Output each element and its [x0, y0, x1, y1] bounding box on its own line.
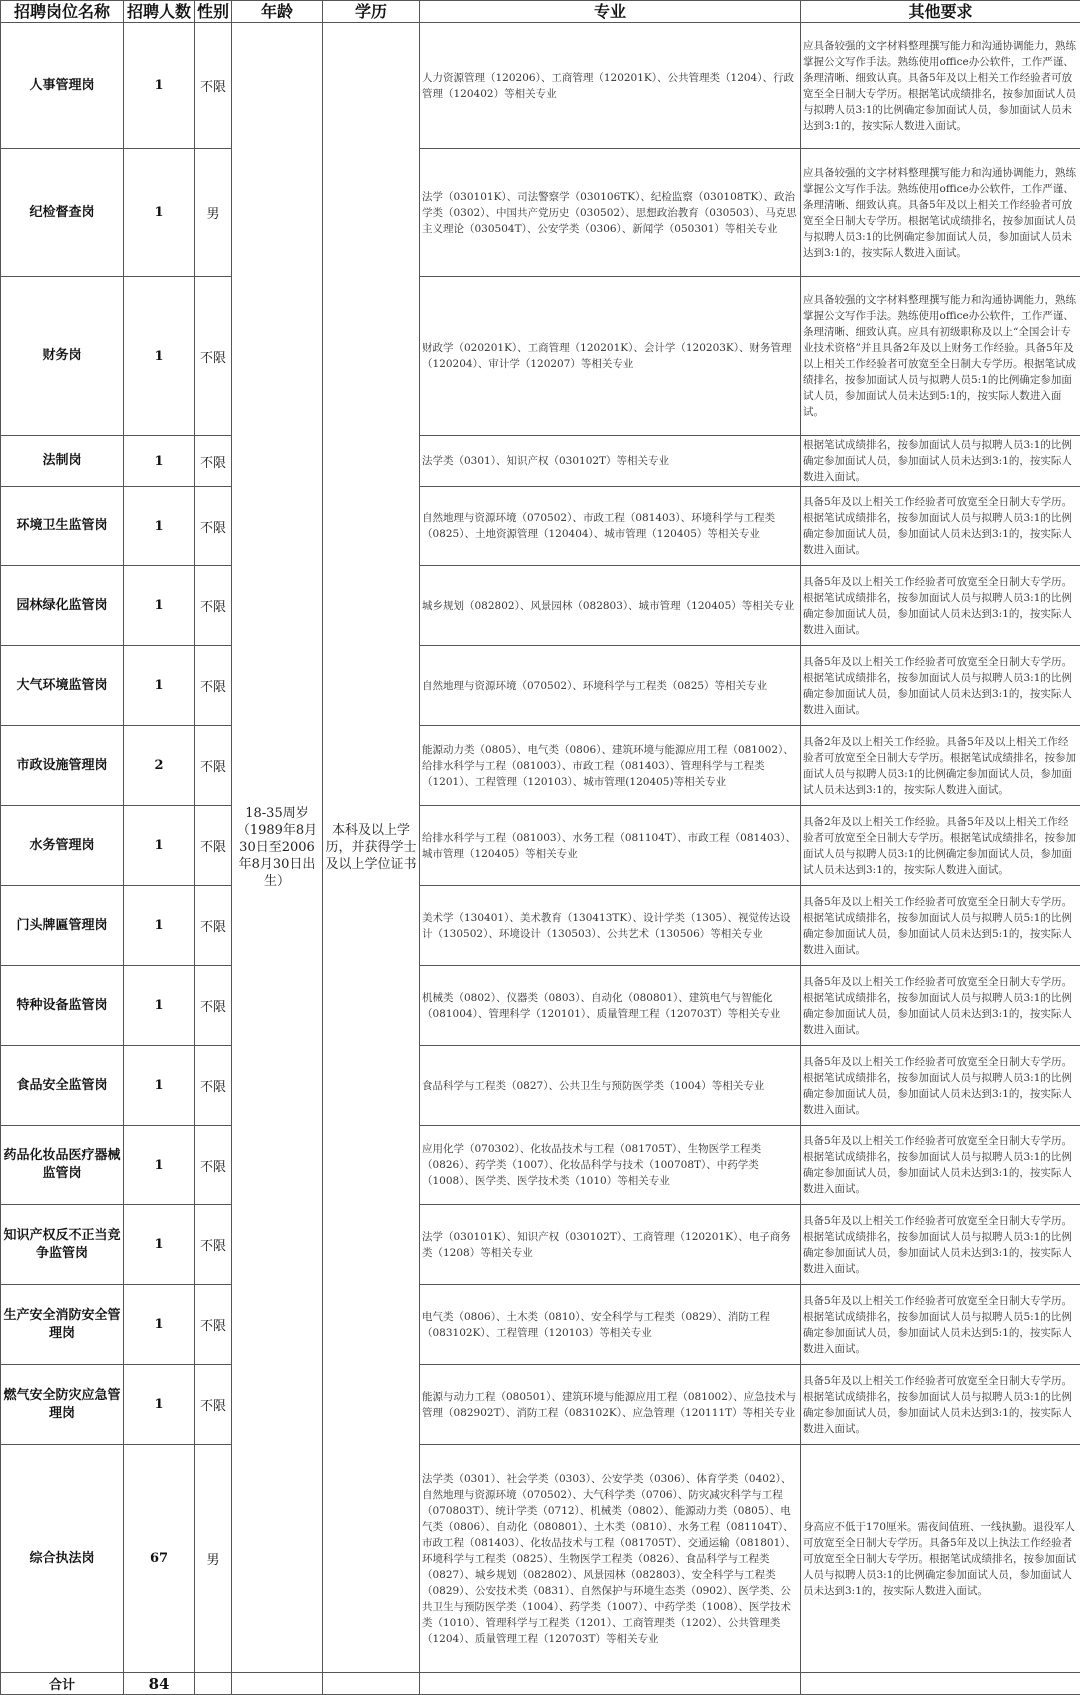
header-position: 招聘岗位名称 — [1, 1, 124, 23]
position-count: 1 — [124, 566, 195, 646]
position-other-requirements: 具备5年及以上相关工作经验者可放宽至全日制大专学历。根据笔试成绩排名，按参加面试人员与拟聘人员3:1的比例确定参加面试人员，参加面试人员未达到3:1的，按实际人数进入面试。 — [801, 1365, 1080, 1445]
position-gender: 不限 — [195, 1285, 232, 1365]
position-name: 环境卫生监管岗 — [1, 487, 124, 566]
position-count: 1 — [124, 1205, 195, 1285]
table-row — [1, 886, 1080, 966]
position-name: 市政设施管理岗 — [1, 726, 124, 806]
header-other: 其他要求 — [801, 1, 1080, 23]
position-gender: 不限 — [195, 1046, 232, 1126]
position-gender: 不限 — [195, 487, 232, 566]
table-row — [1, 277, 1080, 436]
table-row — [1, 566, 1080, 646]
position-major: 能源与动力工程（080501）、建筑环境与能源应用工程（081002）、应急技术与管理（082902T）、消防工程（083102K）、应急管理（120111T）等相关专业 — [420, 1365, 801, 1445]
position-other-requirements: 身高应不低于170厘米。需夜间值班、一线执勤。退役军人可放宽至全日制大专学历。具备5年及以上执法工作经验者可放宽至全日制大专学历。根据笔试成绩排名，按参加面试人员与拟聘人员3:1的比例确定参加面试人员，参加面试人员未达到3:1的，按实际人数进入面试。 — [801, 1445, 1080, 1673]
position-gender: 不限 — [195, 23, 232, 149]
position-name: 财务岗 — [1, 277, 124, 436]
position-count: 1 — [124, 886, 195, 966]
position-gender: 不限 — [195, 646, 232, 726]
table-row — [1, 1126, 1080, 1205]
position-major: 机械类（0802）、仪器类（0803）、自动化（080801）、建筑电气与智能化（081004）、管理科学（120101）、质量管理工程（120703T）等相关专业 — [420, 966, 801, 1046]
header-education: 学历 — [323, 1, 420, 23]
position-name: 食品安全监管岗 — [1, 1046, 124, 1126]
position-gender: 不限 — [195, 966, 232, 1046]
position-major: 给排水科学与工程（081003）、水务工程（081104T）、市政工程（081403）、城市管理（120405）等相关专业 — [420, 806, 801, 886]
position-other-requirements: 具备5年及以上相关工作经验者可放宽至全日制大专学历。根据笔试成绩排名，按参加面试人员与拟聘人员5:1的比例确定参加面试人员，参加面试人员未达到5:1的，按实际人数进入面试。 — [801, 1285, 1080, 1365]
total-empty-cell — [801, 1673, 1080, 1695]
position-other-requirements: 具备5年及以上相关工作经验者可放宽至全日制大专学历。根据笔试成绩排名，按参加面试人员与拟聘人员3:1的比例确定参加面试人员，参加面试人员未达到3:1的，按实际人数进入面试。 — [801, 566, 1080, 646]
position-other-requirements: 具备5年及以上相关工作经验者可放宽至全日制大专学历。根据笔试成绩排名，按参加面试人员与拟聘人员3:1的比例确定参加面试人员，参加面试人员未达到3:1的，按实际人数进入面试。 — [801, 1205, 1080, 1285]
table-row — [1, 149, 1080, 277]
position-count: 1 — [124, 966, 195, 1046]
table-row — [1, 1205, 1080, 1285]
total-label: 合计 — [1, 1673, 124, 1695]
position-other-requirements: 具备5年及以上相关工作经验者可放宽至全日制大专学历。根据笔试成绩排名，按参加面试人员与拟聘人员3:1的比例确定参加面试人员，参加面试人员未达到3:1的，按实际人数进入面试。 — [801, 646, 1080, 726]
position-other-requirements: 应具备较强的文字材料整理撰写能力和沟通协调能力，熟练掌握公文写作手法。熟练使用office办公软件，工作严谨、条理清晰、细致认真。具备5年及以上相关工作经验者可放宽至全日制大专学历。根据笔试成绩排名，按参加面试人员与拟聘人员3:1的比例确定参加面试人员，参加面试人员未达到3:1的，按实际人数进入面试。 — [801, 149, 1080, 277]
position-gender: 不限 — [195, 806, 232, 886]
position-gender: 男 — [195, 149, 232, 277]
position-major: 法学类（0301）、社会学类（0303）、公安学类（0306）、体育学类（0402）、自然地理与资源环境（070502）、大气科学类（0706）、防灾减灾科学与工程（070803T）、统计学类（0712）、机械类（0802）、能源动力类（0805）、电气类（0806）、自动化（080801）、土木类（0810）、水务工程（081104T）、市政工程（081403）、化妆品技术与工程（081705T）、交通运输（081801）、环境科学与工程类（0825）、生物医学工程类（0826）、食品科学与工程类（0827）、城乡规划（082802）、风景园林（082803）、安全科学与工程类（0829）、公安技术类（0831）、自然保护与环境生态类（0902）、医学类、公共卫生与预防医学类（1004）、药学类（1007）、中药学类（1008）、医学技术类（1010）、管理科学与工程类（1201）、工商管理类（1202）、公共管理类（1204）、质量管理工程（120703T）等相关专业 — [420, 1445, 801, 1673]
position-gender: 不限 — [195, 886, 232, 966]
position-count: 67 — [124, 1445, 195, 1673]
total-empty-cell — [195, 1673, 232, 1695]
table-row — [1, 436, 1080, 487]
position-count: 1 — [124, 1126, 195, 1205]
table-row — [1, 1365, 1080, 1445]
position-major: 财政学（020201K）、工商管理（120201K）、会计学（120203K）、财务管理（120204）、审计学（120207）等相关专业 — [420, 277, 801, 436]
position-count: 1 — [124, 436, 195, 487]
position-name: 药品化妆品医疗器械监管岗 — [1, 1126, 124, 1205]
position-name: 生产安全消防安全管理岗 — [1, 1285, 124, 1365]
position-major: 美术学（130401）、美术教育（130413TK）、设计学类（1305）、视觉传达设计（130502）、环境设计（130503）、公共艺术（130506）等相关专业 — [420, 886, 801, 966]
position-gender: 不限 — [195, 277, 232, 436]
total-empty-cell — [232, 1673, 323, 1695]
education-requirement: 本科及以上学历，并获得学士及以上学位证书 — [323, 23, 420, 1673]
position-name: 法制岗 — [1, 436, 124, 487]
total-empty-cell — [420, 1673, 801, 1695]
table-row — [1, 23, 1080, 149]
position-name: 纪检督查岗 — [1, 149, 124, 277]
position-major: 城乡规划（082802）、风景园林（082803）、城市管理（120405）等相关专业 — [420, 566, 801, 646]
position-other-requirements: 具备2年及以上相关工作经验。具备5年及以上相关工作经验者可放宽至全日制大专学历。根据笔试成绩排名，按参加面试人员与拟聘人员3:1的比例确定参加面试人员，参加面试人员未达到3:1的，按实际人数进入面试。 — [801, 726, 1080, 806]
position-major: 法学类（0301）、知识产权（030102T）等相关专业 — [420, 436, 801, 487]
position-gender: 不限 — [195, 726, 232, 806]
table-row — [1, 1445, 1080, 1673]
position-major: 电气类（0806）、土木类（0810）、安全科学与工程类（0829）、消防工程（083102K）、工程管理（120103）等相关专业 — [420, 1285, 801, 1365]
header-row — [1, 1, 1080, 23]
position-name: 园林绿化监管岗 — [1, 566, 124, 646]
position-major: 能源动力类（0805）、电气类（0806）、建筑环境与能源应用工程（081002）、给排水科学与工程（081003）、市政工程（081403）、管理科学与工程类（1201）、工程管理（120103）、城市管理(120405)等相关专业 — [420, 726, 801, 806]
total-empty-cell — [323, 1673, 420, 1695]
position-gender: 不限 — [195, 1126, 232, 1205]
header-gender: 性别 — [195, 1, 232, 23]
position-name: 知识产权反不正当竞争监管岗 — [1, 1205, 124, 1285]
table-row — [1, 806, 1080, 886]
position-other-requirements: 具备5年及以上相关工作经验者可放宽至全日制大专学历。根据笔试成绩排名，按参加面试人员与拟聘人员5:1的比例确定参加面试人员，参加面试人员未达到5:1的，按实际人数进入面试。 — [801, 886, 1080, 966]
header-age: 年龄 — [232, 1, 323, 23]
position-major: 应用化学（070302）、化妆品技术与工程（081705T）、生物医学工程类（0826）、药学类（1007）、化妆品科学与技术（100708T）、中药学类（1008）、医学类、医学技术类（1010）等相关专业 — [420, 1126, 801, 1205]
position-major: 法学（030101K）、知识产权（030102T）、工商管理（120201K）、电子商务类（1208）等相关专业 — [420, 1205, 801, 1285]
table-row — [1, 726, 1080, 806]
header-count: 招聘人数 — [124, 1, 195, 23]
position-gender: 不限 — [195, 1365, 232, 1445]
age-requirement: 18-35周岁（1989年8月30日至2006年8月30日出生） — [232, 23, 323, 1673]
total-row — [1, 1673, 1080, 1695]
position-name: 水务管理岗 — [1, 806, 124, 886]
position-count: 1 — [124, 1285, 195, 1365]
position-count: 1 — [124, 1365, 195, 1445]
table-row — [1, 966, 1080, 1046]
position-other-requirements: 应具备较强的文字材料整理撰写能力和沟通协调能力，熟练掌握公文写作手法。熟练使用office办公软件，工作严谨、条理清晰、细致认真。具备5年及以上相关工作经验者可放宽至全日制大专学历。根据笔试成绩排名，按参加面试人员与拟聘人员3:1的比例确定参加面试人员，参加面试人员未达到3:1的，按实际人数进入面试。 — [801, 23, 1080, 149]
position-name: 人事管理岗 — [1, 23, 124, 149]
position-count: 1 — [124, 487, 195, 566]
position-gender: 不限 — [195, 1205, 232, 1285]
position-gender: 男 — [195, 1445, 232, 1673]
header-major: 专业 — [420, 1, 801, 23]
position-count: 2 — [124, 726, 195, 806]
total-count: 84 — [124, 1673, 195, 1695]
position-other-requirements: 根据笔试成绩排名，按参加面试人员与拟聘人员3:1的比例确定参加面试人员，参加面试人员未达到3:1的，按实际人数进入面试。 — [801, 436, 1080, 487]
position-count: 1 — [124, 646, 195, 726]
position-name: 特种设备监管岗 — [1, 966, 124, 1046]
position-other-requirements: 具备5年及以上相关工作经验者可放宽至全日制大专学历。根据笔试成绩排名，按参加面试人员与拟聘人员3:1的比例确定参加面试人员，参加面试人员未达到3:1的，按实际人数进入面试。 — [801, 487, 1080, 566]
position-other-requirements: 具备5年及以上相关工作经验者可放宽至全日制大专学历。根据笔试成绩排名，按参加面试人员与拟聘人员3:1的比例确定参加面试人员，参加面试人员未达到3:1的，按实际人数进入面试。 — [801, 1126, 1080, 1205]
position-count: 1 — [124, 149, 195, 277]
position-other-requirements: 具备5年及以上相关工作经验者可放宽至全日制大专学历。根据笔试成绩排名，按参加面试人员与拟聘人员3:1的比例确定参加面试人员，参加面试人员未达到3:1的，按实际人数进入面试。 — [801, 1046, 1080, 1126]
position-count: 1 — [124, 1046, 195, 1126]
position-major: 自然地理与资源环境（070502）、市政工程（081403）、环境科学与工程类（0825）、土地资源管理（120404）、城市管理（120405）等相关专业 — [420, 487, 801, 566]
position-name: 大气环境监管岗 — [1, 646, 124, 726]
position-major: 法学（030101K）、司法警察学（030106TK）、纪检监察（030108TK）、政治学类（0302）、中国共产党历史（030502）、思想政治教育（030503）、马克思主义理论（030504T）、公安学类（0306）、新闻学（050301）等相关专业 — [420, 149, 801, 277]
position-major: 人力资源管理（120206）、工商管理（120201K）、公共管理类（1204）、行政管理（120402）等相关专业 — [420, 23, 801, 149]
position-gender: 不限 — [195, 566, 232, 646]
position-count: 1 — [124, 277, 195, 436]
table-row — [1, 646, 1080, 726]
position-major: 自然地理与资源环境（070502）、环境科学与工程类（0825）等相关专业 — [420, 646, 801, 726]
table-row — [1, 1285, 1080, 1365]
position-name: 燃气安全防灾应急管理岗 — [1, 1365, 124, 1445]
position-other-requirements: 具备5年及以上相关工作经验者可放宽至全日制大专学历。根据笔试成绩排名，按参加面试人员与拟聘人员3:1的比例确定参加面试人员，参加面试人员未达到3:1的，按实际人数进入面试。 — [801, 966, 1080, 1046]
position-name: 综合执法岗 — [1, 1445, 124, 1673]
table-row — [1, 487, 1080, 566]
position-gender: 不限 — [195, 436, 232, 487]
position-other-requirements: 具备2年及以上相关工作经验。具备5年及以上相关工作经验者可放宽至全日制大专学历。根据笔试成绩排名，按参加面试人员与拟聘人员3:1的比例确定参加面试人员，参加面试人员未达到3:1的，按实际人数进入面试。 — [801, 806, 1080, 886]
position-count: 1 — [124, 23, 195, 149]
position-major: 食品科学与工程类（0827）、公共卫生与预防医学类（1004）等相关专业 — [420, 1046, 801, 1126]
position-count: 1 — [124, 806, 195, 886]
position-other-requirements: 应具备较强的文字材料整理撰写能力和沟通协调能力，熟练掌握公文写作手法。熟练使用office办公软件，工作严谨、条理清晰、细致认真。应具有初级职称及以上“全国会计专业技术资格”并且具备2年及以上财务工作经验。具备5年及以上相关工作经验者可放宽至全日制大专学历。根据笔试成绩排名，按参加面试人员与拟聘人员5:1的比例确定参加面试人员，参加面试人员未达到5:1的，按实际人数进入面试。 — [801, 277, 1080, 436]
position-name: 门头牌匾管理岗 — [1, 886, 124, 966]
table-row — [1, 1046, 1080, 1126]
